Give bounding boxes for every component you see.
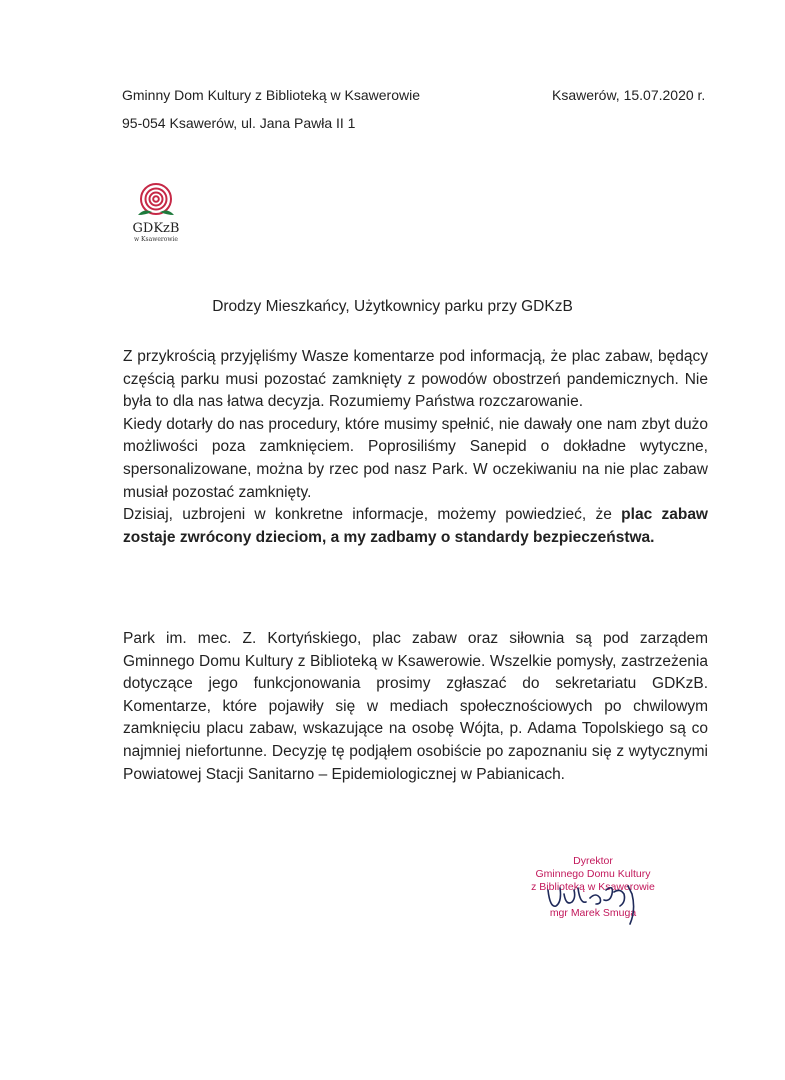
paragraph-3-bold: plac zabaw zostaje zwrócony dzieciom, a my zadbamy o standardy bezpieczeństwa. <box>123 506 708 546</box>
salutation: Drodzy Mieszkańcy, Użytkownicy parku przy GDKzB <box>212 298 573 315</box>
paragraph-3 <box>123 504 708 549</box>
paragraph-3-intro: Dzisiaj, uzbrojeni w konkretne informacje, możemy powiedzieć, że <box>123 506 622 524</box>
letter-body-main <box>123 346 708 549</box>
stamp-line-name: mgr Marek Smuga <box>549 907 637 919</box>
logo-subtext: w Ksawerowie <box>134 236 178 243</box>
letter-body-second <box>123 628 708 786</box>
rose-icon <box>132 180 180 220</box>
gdkzb-logo <box>126 180 186 243</box>
logo-text: GDKzB <box>132 221 180 236</box>
handwritten-signature <box>540 880 650 930</box>
stamp-line-title: Dyrektor <box>573 855 613 867</box>
paragraph-4: Park im. mec. Z. Kortyńskiego, plac zabaw oraz siłownia są pod zarządem Gminnego Domu Kultury z Biblioteką w Ksawerowie. Wszelkie pomysły, zastrzeżenia dotyczące jego funkcjonowania prosimy zgłaszać do sekretariatu GDKzB. Komentarze, które pojawiły się w mediach społecznościowych po chwilowym zamknięciu placu zabaw, wskazujące na osobę Wójta, p. Adama Topolskiego są co najmniej niefortunne. Decyzję tę podjąłem osobiście po zapoznaniu się z wytycznymi Powiatowej Stacji Sanitarno – Epidemiologicznej w Pabianicach. <box>123 630 708 783</box>
sender-address: 95-054 Ksawerów, ul. Jana Pawła II 1 <box>122 115 356 131</box>
paragraph-2: Kiedy dotarły do nas procedury, które musimy spełnić, nie dawały one nam zbyt dużo możliwości poza zamknięciem. Poprosiliśmy Sanepid o dokładne wytyczne, spersonalizowane, można by rzec pod nasz Park. W oczekiwaniu na nie plac zabaw musiał pozostać zamknięty. <box>123 415 708 501</box>
letter-date: Ksawerów, 15.07.2020 r. <box>552 87 706 103</box>
stamp-line-institution: Gminnego Domu Kultury <box>535 868 651 880</box>
paragraph-1: Z przykrością przyjęliśmy Wasze komentarze pod informacją, że plac zabaw, będący częścią parku musi pozostać zamknięty z powodów obostrzeń pandemicznych. Nie była to dla nas łatwa decyzja. Rozumiemy Państwa rozczarowanie. <box>123 348 708 411</box>
stamp-line-library: z Biblioteką w Ksawerowie <box>531 881 655 893</box>
sender-name: Gminny Dom Kultury z Biblioteką w Ksawerowie <box>122 87 420 103</box>
